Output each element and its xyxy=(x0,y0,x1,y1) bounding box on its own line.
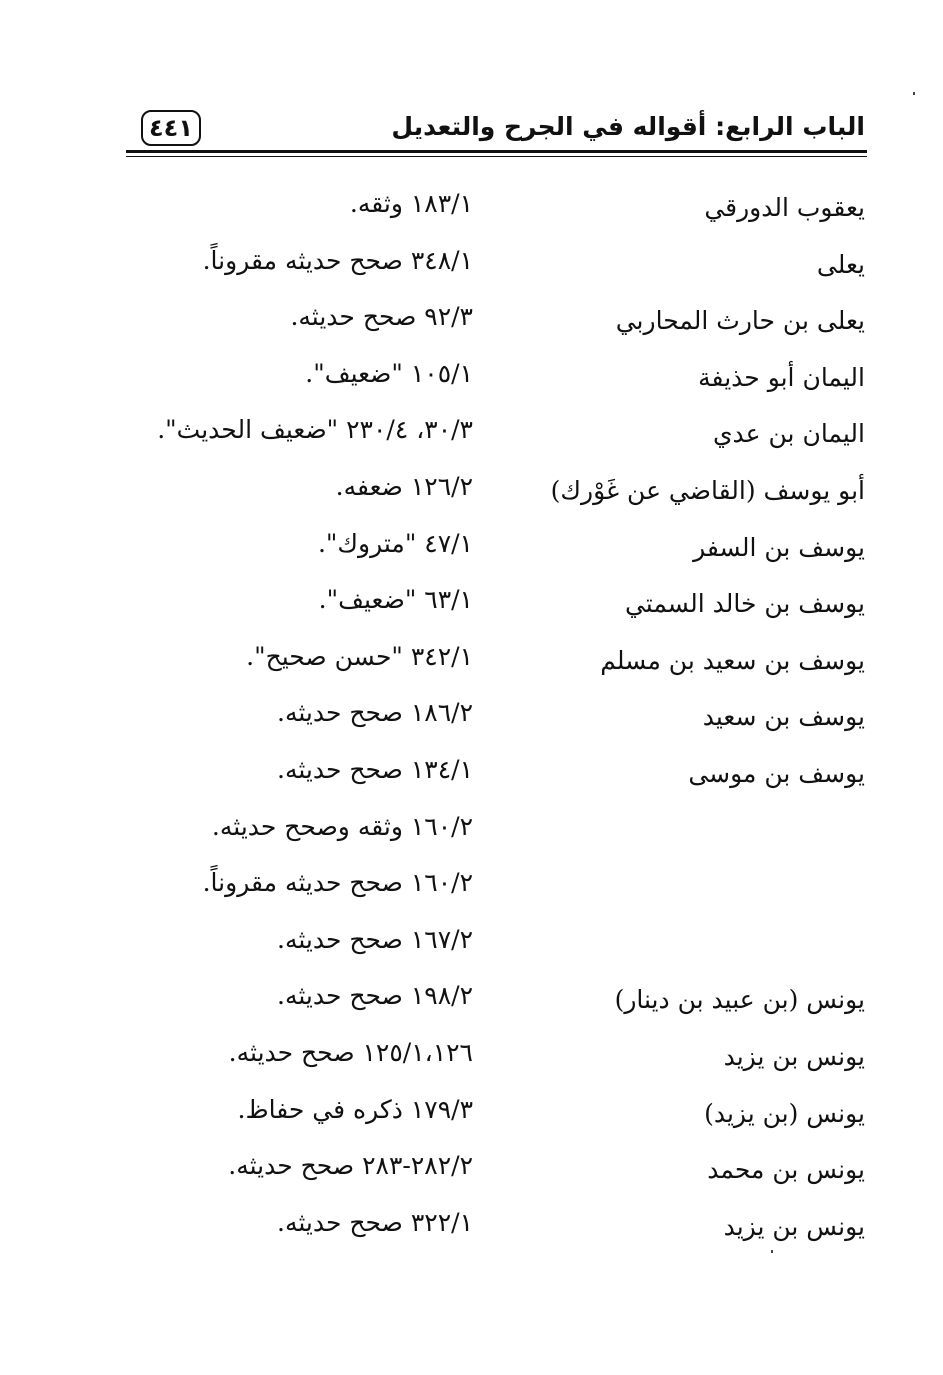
index-entry xyxy=(0,463,943,520)
reference-text: ٣٤٨/١ صحح حديثه مقروناً. xyxy=(202,245,473,275)
index-entry xyxy=(0,859,943,916)
index-entry xyxy=(0,293,943,350)
index-entry xyxy=(0,237,943,294)
index-entry xyxy=(0,406,943,463)
narrator-name: يوسف بن خالد السمتي xyxy=(624,589,865,619)
reference-text: ١٠٥/١ "ضعيف". xyxy=(305,358,473,388)
index-entry xyxy=(0,350,943,407)
reference-text: ١٨٣/١ وثقه. xyxy=(349,189,473,218)
index-entry xyxy=(0,633,943,690)
index-entry xyxy=(0,1086,943,1143)
index-entry xyxy=(0,916,943,973)
page-number: ٤٤١ xyxy=(141,110,201,146)
reference-text: ١٦٠/٢ وثقه وصحح حديثه. xyxy=(211,811,473,841)
narrator-name: يونس بن محمد xyxy=(707,1155,865,1185)
narrator-name: أبو يوسف (القاضي عن غَوْرك) xyxy=(550,475,865,505)
reference-text: ١٧٩/٣ ذكره في حفاظ. xyxy=(237,1094,473,1124)
narrator-name: يوسف بن موسى xyxy=(688,758,865,788)
index-entry xyxy=(0,180,943,237)
narrator-name: يونس بن يزيد xyxy=(723,1211,865,1241)
header-rule-thick xyxy=(126,150,867,153)
header-rule-thin xyxy=(126,156,867,157)
chapter-title: الباب الرابع: أقواله في الجرح والتعديل xyxy=(391,112,865,141)
narrator-name: اليمان بن عدي xyxy=(712,419,865,449)
reference-text: ١٦٠/٢ صحح حديثه مقروناً. xyxy=(202,868,473,898)
reference-text: ٣٠/٣، ٢٣٠/٤ "ضعيف الحديث". xyxy=(157,415,473,445)
narrator-name: يونس (بن يزيد) xyxy=(704,1098,865,1128)
reference-text: ١٦٧/٢ صحح حديثه. xyxy=(277,924,473,954)
index-entry xyxy=(0,1199,943,1256)
index-entry xyxy=(0,746,943,803)
index-entry xyxy=(0,1029,943,1086)
reference-text: ٣٤٢/١ "حسن صحيح". xyxy=(246,641,473,671)
index-entries xyxy=(0,180,943,1255)
reference-text: ١٣٤/١ صحح حديثه. xyxy=(277,754,473,784)
narrator-name: يونس (بن عبيد بن دينار) xyxy=(614,985,865,1015)
reference-text: ٩٢/٣ صحح حديثه. xyxy=(290,302,473,332)
narrator-name: يعلى بن حارث المحاربي xyxy=(615,306,865,336)
narrator-name: يوسف بن السفر xyxy=(693,532,865,562)
reference-text: ٤٧/١ "متروك". xyxy=(317,528,473,558)
narrator-name: يعلى xyxy=(816,249,865,279)
narrator-name: اليمان أبو حذيفة xyxy=(698,362,865,392)
narrator-name: يوسف بن سعيد بن مسلم xyxy=(600,645,865,675)
narrator-name: يونس بن يزيد xyxy=(723,1041,865,1071)
index-entry xyxy=(0,576,943,633)
narrator-name: يعقوب الدورقي xyxy=(704,193,865,222)
index-entry xyxy=(0,972,943,1029)
reference-text: ١٢٦/٢ ضعفه. xyxy=(335,471,473,501)
reference-text: ٦٣/١ "ضعيف". xyxy=(318,585,473,615)
narrator-name: يوسف بن سعيد xyxy=(702,702,865,732)
scan-speck xyxy=(771,1250,773,1253)
scan-speck xyxy=(913,92,915,95)
reference-text: ١٢٥/١،١٢٦ صحح حديثه. xyxy=(228,1037,473,1067)
index-entry xyxy=(0,520,943,577)
index-entry xyxy=(0,1142,943,1199)
index-entry xyxy=(0,803,943,860)
reference-text: ١٩٨/٢ صحح حديثه. xyxy=(277,981,473,1011)
index-entry xyxy=(0,689,943,746)
reference-text: ٣٢٢/١ صحح حديثه. xyxy=(277,1207,473,1237)
reference-text: ٢٨٢/٢-٢٨٣ صحح حديثه. xyxy=(228,1151,473,1181)
reference-text: ١٨٦/٢ صحح حديثه. xyxy=(277,698,473,728)
